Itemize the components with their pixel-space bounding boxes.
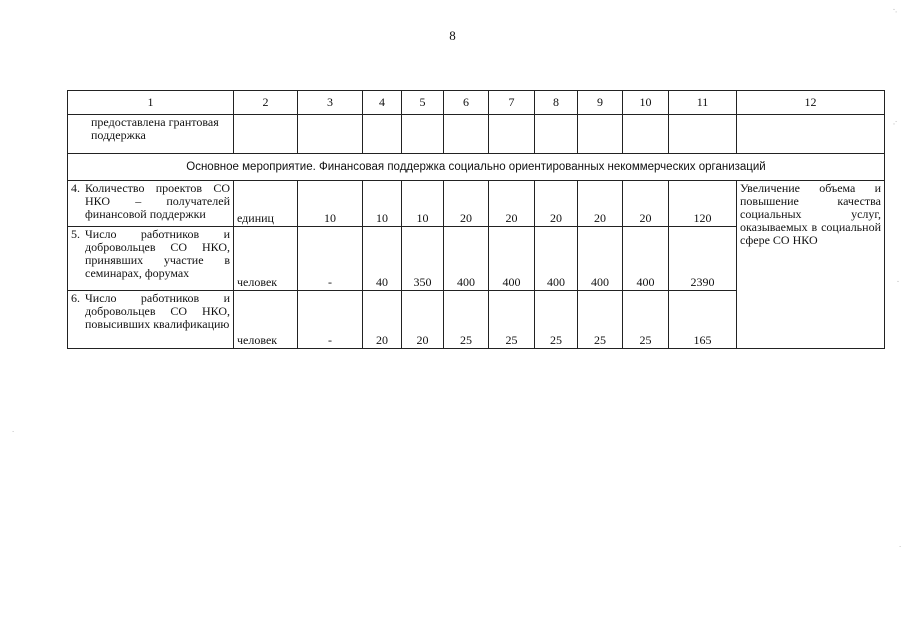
total-cell: 2390 (669, 227, 737, 291)
scan-artifact: · (893, 280, 902, 283)
header-cell: 5 (402, 91, 444, 115)
indicator-cell (68, 291, 234, 349)
value-cell: 25 (535, 291, 578, 349)
unit-cell: человек (234, 291, 298, 349)
value-cell: 20 (402, 291, 444, 349)
scan-artifact: ˈ (6, 430, 15, 433)
value-cell: 20 (535, 181, 578, 227)
value-cell: 400 (489, 227, 535, 291)
section-row (68, 154, 885, 181)
unit-cell: человек (234, 227, 298, 291)
value-cell: 10 (298, 181, 363, 227)
scan-artifact: ˈ (893, 545, 902, 548)
value-cell: 400 (444, 227, 489, 291)
value-cell: 10 (402, 181, 444, 227)
value-cell: - (298, 291, 363, 349)
value-cell: 20 (489, 181, 535, 227)
value-cell: 20 (363, 291, 402, 349)
value-cell: 10 (363, 181, 402, 227)
table-header-row (68, 91, 885, 115)
value-cell: 25 (444, 291, 489, 349)
total-cell: 165 (669, 291, 737, 349)
indicator-cell (68, 227, 234, 291)
value-cell: 20 (444, 181, 489, 227)
value-cell: - (298, 227, 363, 291)
header-cell: 1 (68, 91, 234, 115)
continued-indicator-cell (68, 115, 234, 154)
value-cell: 20 (623, 181, 669, 227)
header-cell: 10 (623, 91, 669, 115)
row-number: 4. (71, 181, 80, 195)
unit-cell: единиц (234, 181, 298, 227)
header-cell: 8 (535, 91, 578, 115)
header-cell: 6 (444, 91, 489, 115)
page-number: 8 (449, 28, 456, 43)
continued-indicator-text: предоставлена грантовая поддержка (91, 115, 219, 142)
total-cell: 120 (669, 181, 737, 227)
header-cell: 4 (363, 91, 402, 115)
scan-artifact: ˈ· (889, 120, 898, 126)
scan-artifact: ·ˈ (889, 8, 898, 14)
header-cell: 7 (489, 91, 535, 115)
value-cell: 25 (623, 291, 669, 349)
value-cell: 25 (489, 291, 535, 349)
row-number: 6. (71, 291, 80, 305)
expected-effect-cell: Увеличение объема и повышение качества социальных услуг, оказываемых в социальной сфере СО НКО (737, 181, 885, 349)
value-cell: 400 (535, 227, 578, 291)
value-cell: 25 (578, 291, 623, 349)
value-cell: 400 (578, 227, 623, 291)
value-cell: 20 (578, 181, 623, 227)
value-cell: 400 (623, 227, 669, 291)
header-cell: 11 (669, 91, 737, 115)
indicators-table (67, 90, 885, 349)
table-row (68, 181, 885, 227)
continued-row (68, 115, 885, 154)
value-cell: 40 (363, 227, 402, 291)
row-number: 5. (71, 227, 80, 241)
indicator-cell (68, 181, 234, 227)
value-cell: 350 (402, 227, 444, 291)
header-cell: 3 (298, 91, 363, 115)
indicator-text: Количество проектов СО НКО – получателей финансовой поддержки (85, 181, 230, 221)
indicator-text: Число работников и добровольцев СО НКО, повысивших квалификацию (85, 291, 230, 331)
header-cell: 9 (578, 91, 623, 115)
indicator-text: Число работников и добровольцев СО НКО, принявших участие в семинарах, форумах (85, 227, 230, 280)
section-title: Основное мероприятие. Финансовая поддержка социально ориентированных некоммерческих организаций (68, 154, 885, 181)
header-cell: 2 (234, 91, 298, 115)
header-cell: 12 (737, 91, 885, 115)
